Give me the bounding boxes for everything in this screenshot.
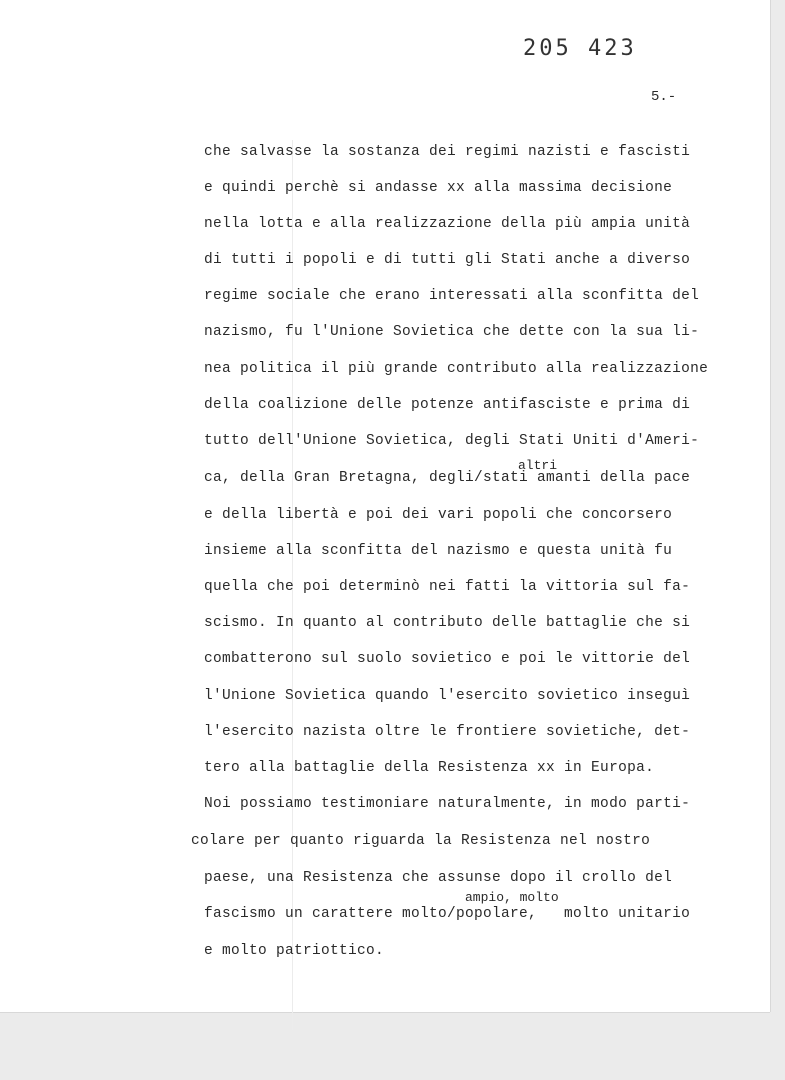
typed-insertion-ampio-molto: ampio, molto (465, 890, 559, 905)
text-line-10: ca, della Gran Bretagna, degli/stati amanti della pace (204, 470, 691, 486)
text-line-18: tero alla battaglie della Resistenza xx in Europa. (204, 760, 655, 776)
text-line-12: insieme alla sconfitta del nazismo e questa unità fu (204, 543, 673, 559)
text-line-16: l'Unione Sovietica quando l'esercito sovietico inseguì (204, 688, 691, 704)
text-line-22: fascismo un carattere molto/popolare, molto unitario (204, 906, 691, 922)
text-line-17: l'esercito nazista oltre le frontiere sovietiche, det- (204, 724, 691, 740)
document-number: 205 423 (523, 36, 637, 61)
text-line-21: paese, una Resistenza che assunse dopo il crollo del (204, 870, 673, 886)
page-number: 5.- (651, 89, 677, 105)
text-line-2: e quindi perchè si andasse xx alla massima decisione (204, 180, 673, 196)
text-line-6: nazismo, fu l'Unione Sovietica che dette con la sua li- (204, 324, 700, 340)
text-line-7: nea politica il più grande contributo alla realizzazione (204, 361, 709, 377)
text-line-8: della coalizione delle potenze antifasciste e prima di (204, 397, 691, 413)
text-line-20: colare per quanto riguarda la Resistenza nel nostro (191, 833, 651, 849)
text-line-15: combatterono sul suolo sovietico e poi le vittorie del (204, 651, 691, 667)
text-line-14: scismo. In quanto al contributo delle battaglie che si (204, 615, 691, 631)
text-line-23: e molto patriottico. (204, 943, 385, 959)
text-line-1: che salvasse la sostanza dei regimi nazisti e fascisti (204, 144, 691, 160)
text-line-4: di tutti i popoli e di tutti gli Stati anche a diverso (204, 252, 691, 268)
text-line-11: e della libertà e poi dei vari popoli che concorsero (204, 507, 673, 523)
text-line-13: quella che poi determinò nei fatti la vittoria sul fa- (204, 579, 691, 595)
handwritten-insertion-altri: altri (518, 458, 558, 473)
text-line-5: regime sociale che erano interessati alla sconfitta del (204, 288, 700, 304)
text-line-19: Noi possiamo testimoniare naturalmente, in modo parti- (204, 796, 691, 812)
text-line-9: tutto dell'Unione Sovietica, degli Stati Uniti d'Ameri- (204, 433, 700, 449)
text-line-3: nella lotta e alla realizzazione della più ampia unità (204, 216, 691, 232)
